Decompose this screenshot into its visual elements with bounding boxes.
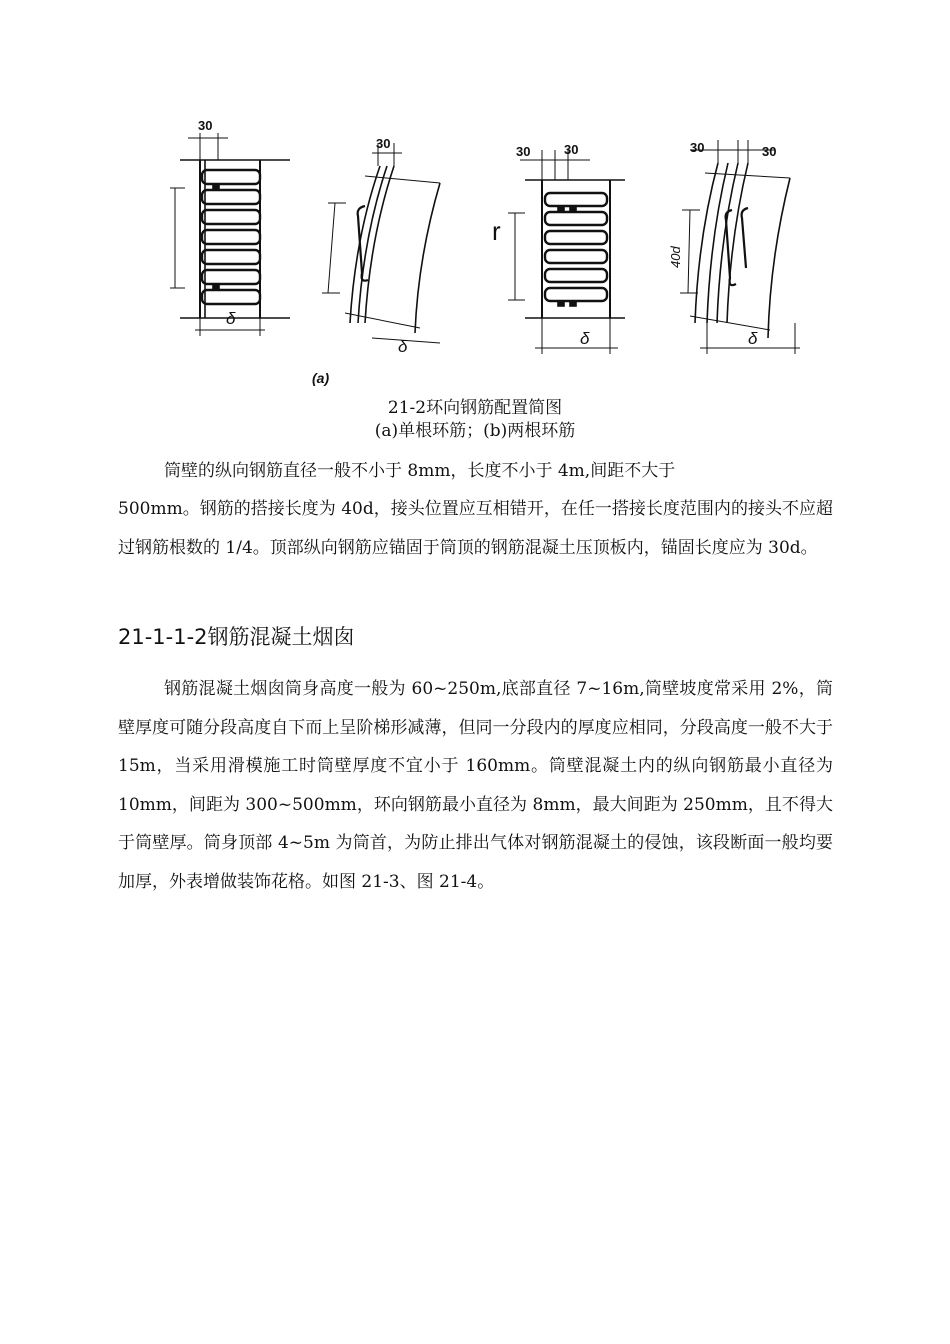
paragraph-1-line-1: 筒壁的纵向钢筋直径一般不小于 8mm，长度不小于 4m,间距不大于: [164, 461, 676, 481]
paragraph-2: 钢筋混凝土烟囱筒身高度一般为 60~250m,底部直径 7~16m,筒壁坡度常采用 2%，筒壁厚度可随分段高度自下而上呈阶梯形减薄，但同一分段内的厚度应相同，分段高度一般不大于 15m，当采用滑模施工时筒壁厚度不宜小于 160mm。筒壁混凝土内的纵向钢筋最小直径为 10mm，间距为 300~500mm，环向钢筋最小直径为 8mm，最大间距为 250mm，且不得大于筒壁厚。筒身顶部 4~5m 为筒首，为防止排出气体对钢筋混凝土的侵蚀，该段断面一般均要加厚，外表增做装饰花格。如图 21-3、图 21-4。: [118, 679, 833, 892]
stray-r: r: [492, 216, 501, 246]
diagram-b-elevation: [508, 150, 625, 354]
section-heading: 21-1-1-2钢筋混凝土烟囱: [118, 625, 355, 649]
dim-30-f: 30: [762, 144, 777, 159]
label-40d: 40d: [668, 246, 683, 268]
rebar-figure: [150, 118, 810, 398]
figure-caption-sub: (a)单根环筋；(b)两根环筋: [374, 421, 576, 441]
delta-label-1: δ: [226, 309, 236, 328]
dim-30-d: 30: [564, 142, 579, 157]
diagram-a-elevation: [170, 133, 290, 336]
figure-caption-title: 21-2环向钢筋配置简图: [387, 398, 563, 418]
dim-30-c: 30: [516, 144, 531, 159]
delta-label-4: δ: [748, 329, 758, 348]
dim-30-e: 30: [690, 140, 705, 155]
delta-label-2: δ: [398, 337, 408, 356]
diagram-b-section: [680, 140, 800, 354]
paragraph-1-rest: 500mm。钢筋的搭接长度为 40d，接头位置应互相错开，在任一搭接长度范围内的接头不应超过钢筋根数的 1/4。顶部纵向钢筋应锚固于筒顶的钢筋混凝土压顶板内，锚固长度应为 30d。: [118, 499, 833, 558]
figure-label-a: (a): [312, 370, 330, 386]
dim-30-b: 30: [376, 136, 391, 151]
diagram-a-section: [322, 143, 440, 343]
dim-30-a: 30: [198, 118, 213, 133]
delta-label-3: δ: [580, 329, 590, 348]
